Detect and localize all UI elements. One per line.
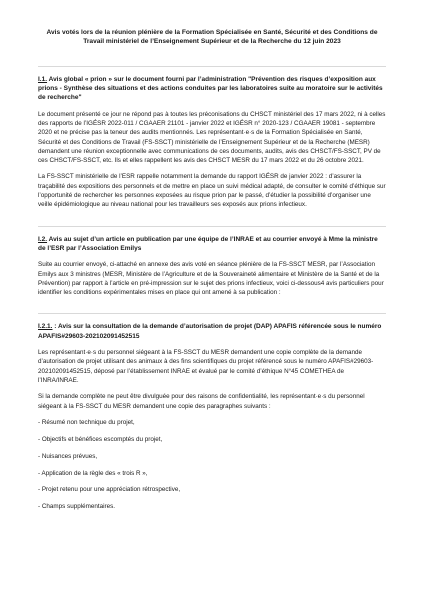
section-heading (38, 313, 386, 341)
section-i-2-1 (38, 313, 386, 511)
section-i-2 (38, 226, 386, 298)
paragraph: Si la demande complète ne peut être divulguée pour des raisons de confidentialité, les représentant·e·s du personnel siégeant à la FS-SSCT du MESR demandent une copie des paragraphes suivants : (38, 393, 365, 410)
paragraph: Suite au courrier envoyé, ci-attaché en annexe des avis voté en séance plénière de la FS-SSCT MESR, par l’Association Emilys aux 3 ministres (MESR, Ministère de l’Agriculture et de la Souveraineté alimentaire et Ministère de la Santé et de la Prévention) par rapport à l’article en pré-impression sur le sujet des prions infectieux, voici ci-dessous4 avis particuliers pour identifier les conditions expérimentales mises en place qui ont amené à sa publication : (38, 261, 384, 297)
document-title-line-1: Avis votés lors de la réunion plénière de la Formation Spécialisée en Santé, Sécurité et des Conditions de (46, 29, 378, 36)
section-number: I.2. (38, 235, 48, 243)
section-heading-text: Avis global « prion » sur le document fourni par l’administration "Prévention des risques d’exposition aux prions - Synthèse des situations et des actions conduites par les laboratoires suite au moratoire sur le activités de recherche" (38, 75, 383, 102)
section-heading (38, 66, 386, 103)
list-item: - Résumé non technique du projet, (38, 418, 135, 426)
list-item: - Projet retenu pour une appréciation rétrospective, (38, 486, 181, 494)
section-heading (38, 226, 386, 254)
section-i-1 (38, 66, 386, 210)
section-number: I.2.1. (38, 323, 53, 331)
paragraph: La FS-SSCT ministérielle de l’ESR rappelle notamment la demande du rapport IGÉSR de janvier 2022 : d’assurer la traçabilité des expositions des personnels et de mettre en place un suivi médical adapté, de consulter le comité d’éthique sur l’opportunité de rechercher les personnes exposées au risque prion par le passé, d’étudier la possibilité d’organiser une veille épidémiologique au niveau national pour les travailleurs ses exposés aux prions infectieux. (38, 173, 386, 209)
section-heading-text: : Avis sur la consultation de la demande d’autorisation de projet (DAP) APAFIS référencée sous le numéro APAFIS#29603-202102091452515 (38, 323, 382, 340)
list-item: - Application de la règle des « trois R », (38, 469, 148, 477)
list-item: - Objectifs et bénéfices escomptés du projet, (38, 435, 163, 443)
document-title-line-2: Travail ministériel de l’Enseignement Supérieur et de la Recherche du 12 juin 2023 (83, 38, 341, 46)
list-item: - Champs supplémentaires. (38, 503, 115, 511)
section-number: I.1. (38, 75, 48, 83)
list-item: - Nuisances prévues, (38, 452, 98, 460)
paragraph: Le document présenté ce jour ne répond pas à toutes les préconisations du CHSCT ministériel des 17 mars 2022, ni à celles des rapports de l’IGÉSR 2022-011 / CGAAER 21101 - janvier 2022 et IGÉSR n° 2020-123 / CGAAER 19081 - septembre 2020 et ne précise pas la teneur des audits mentionnés. Les représentant·e·s de la Formation Spécialisée en Santé, Sécurité et des Conditions de Travail (FS-SSCT) ministérielle de l’Enseignement Supérieur et de la Recherche (MESR) demandent une réunion exceptionnelle avec communications de ces documents, audits, avis des CHSCT/FS-SSCT, PV de ces CHSCT/FS-SSCT, etc. Ils et elles rappellent les avis des CHSCT MESR du 17 mars 2022 et du 26 octobre 2021. (38, 110, 386, 165)
section-heading-text: Avis au sujet d’un article en publication par une équipe de l’INRAE et au courrier envoyé à Mme la ministre de l’ESR par l’Association Emilys (38, 235, 378, 252)
paragraph: Les représentant·e·s du personnel siégeant à la FS-SSCT du MESR demandent une copie complète de la demande d’autorisation de projet utilisant des animaux à des fins scientifiques du projet référencé sous le numéro APAFIS#29603-202102091452515, déposé par l’établissement INRAE et évalué par le comité d’éthique N°45 COMETHEA de l’INRA/INRAE. (38, 349, 374, 384)
document-title (38, 28, 386, 47)
